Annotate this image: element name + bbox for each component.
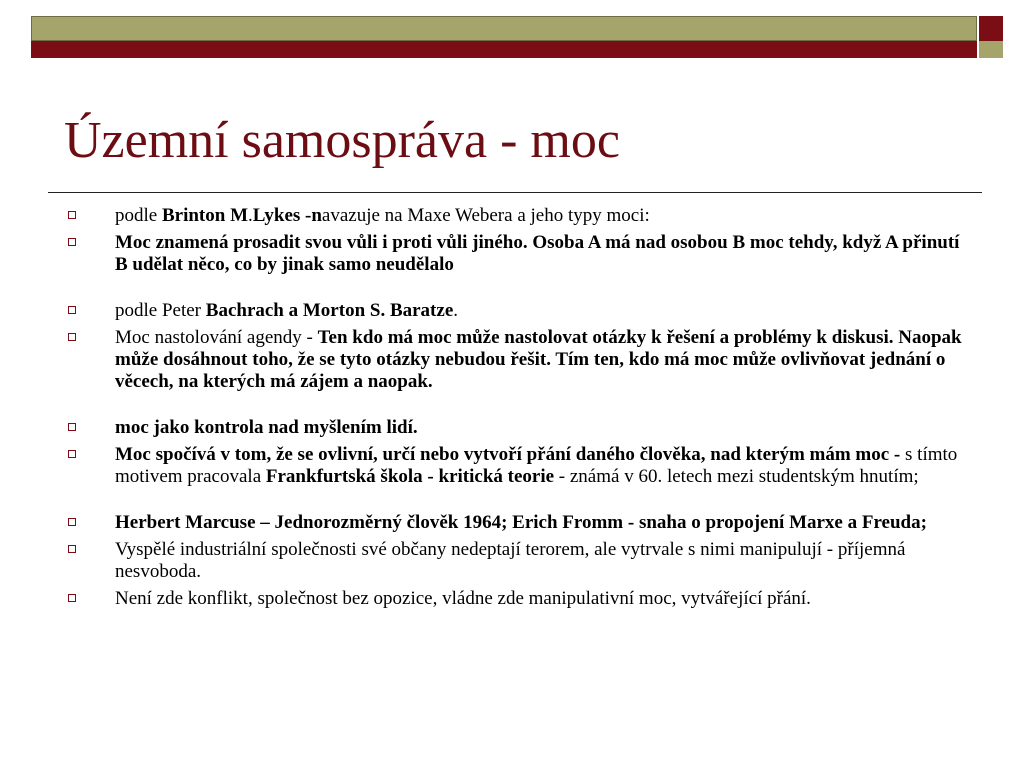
- hollow-square-bullet-icon: [68, 306, 76, 314]
- bullet-item-industrial-societies: [64, 539, 964, 583]
- bullet-item-frankfurt-school: [64, 444, 964, 488]
- header-maroon-bar: [31, 41, 977, 58]
- hollow-square-bullet-icon: [68, 450, 76, 458]
- bullet-text: Moc nastolování agendy -: [115, 327, 318, 348]
- bullet-item-weber-definition: [64, 232, 964, 276]
- bullet-emphasis: Brinton M: [161, 205, 248, 226]
- bullet-text: podle: [115, 205, 162, 226]
- header-olive-bar: [31, 16, 977, 41]
- hollow-square-bullet-icon: [68, 211, 76, 219]
- bullet-item-brinton: [64, 205, 964, 227]
- bullet-text: Není zde konflikt, společnost bez opozice, vládne zde manipulativní moc, vytvářející přání.: [115, 588, 811, 609]
- bullet-emphasis: Herbert Marcuse – Jednorozměrný člověk 1964; Erich Fromm - snaha o propojení Marxe a Freuda;: [115, 512, 927, 533]
- bullet-list: [64, 205, 964, 615]
- corner-olive-square: [979, 41, 1003, 58]
- hollow-square-bullet-icon: [68, 518, 76, 526]
- bullet-emphasis: moc jako kontrola nad myšlením lidí.: [115, 417, 418, 438]
- bullet-text: avazuje na Maxe Webera a jeho typy moci:: [321, 205, 650, 226]
- bullet-text: podle Peter: [115, 300, 206, 321]
- bullet-emphasis: Frankfurtská škola - kritická teorie: [265, 466, 555, 487]
- bullet-emphasis: Moc spočívá v tom, že se ovlivní, určí nebo vytvoří přání daného člověka, nad kterým mám moc -: [115, 444, 906, 465]
- bullet-text: s tímto motivem pracovala: [115, 444, 958, 487]
- hollow-square-bullet-icon: [68, 238, 76, 246]
- hollow-square-bullet-icon: [68, 333, 76, 341]
- bullet-text: .: [248, 205, 253, 226]
- bullet-emphasis: Lykes -n: [252, 205, 322, 226]
- hollow-square-bullet-icon: [68, 594, 76, 602]
- title-divider: [48, 192, 982, 193]
- hollow-square-bullet-icon: [68, 545, 76, 553]
- corner-maroon-square: [979, 16, 1003, 41]
- hollow-square-bullet-icon: [68, 423, 76, 431]
- bullet-emphasis: Bachrach a Morton S. Baratze: [205, 300, 454, 321]
- bullet-item-bachrach-baratz: [64, 300, 964, 322]
- bullet-item-manipulative-power: [64, 588, 964, 610]
- bullet-text: - známá v 60. letech mezi studentským hnutím;: [554, 466, 919, 487]
- bullet-emphasis: Moc znamená prosadit svou vůli i proti vůli jiného. Osoba A má nad osobou B moc tehdy, když A přinutí B udělat něco, co by jinak samo neudělalo: [115, 232, 960, 275]
- bullet-item-agenda-power: [64, 327, 964, 393]
- bullet-item-marcuse-fromm: [64, 512, 964, 534]
- slide-title: Územní samospráva - moc: [64, 112, 620, 169]
- bullet-emphasis: Ten kdo má moc může nastolovat otázky k řešení a problémy k diskusi. Naopak může dosáhnout toho, že se tyto otázky nebudou řešit. Tím ten, kdo má moc může ovlivňovat jednání o věcech, na kterých má zájem a naopak.: [115, 327, 962, 392]
- bullet-text: Vyspělé industriální společnosti své občany nedeptají terorem, ale vytrvale s nimi manipulují - příjemná nesvoboda.: [115, 539, 906, 582]
- bullet-item-thought-control: [64, 417, 964, 439]
- bullet-text: .: [453, 300, 458, 321]
